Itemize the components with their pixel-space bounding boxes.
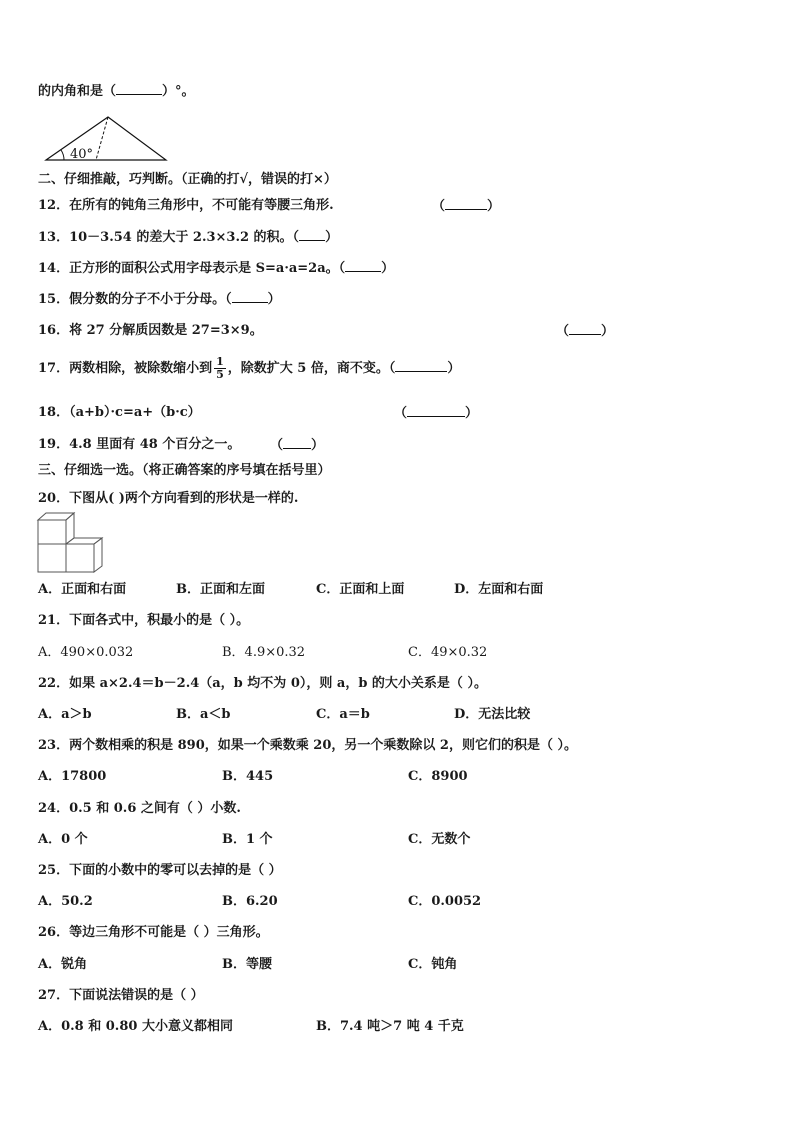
q25-number: 25． [38,863,70,878]
q25-option-a[interactable]: A．50.2 [38,894,93,909]
intro-line [38,82,195,101]
q14-number: 14． [38,261,70,276]
q23-option-c[interactable]: C．8900 [408,769,468,784]
section3-title: 三、仔细选一选。（将正确答案的序号填在括号里） [38,463,331,478]
q23-option-b[interactable]: B．445 [222,769,274,784]
q24-option-b[interactable]: B．1 个 [222,832,273,847]
q17-blank[interactable] [395,359,447,372]
question-15 [38,290,281,309]
question-25 [38,862,282,880]
question-17 [38,356,460,381]
q22-option-c[interactable]: C．a＝b [316,707,370,722]
question-16 [38,322,263,340]
question-19 [38,436,240,454]
q21-number: 21． [38,613,70,628]
q26-number: 26． [38,925,70,940]
q21-option-a[interactable]: A．490×0.032 [38,645,134,660]
section2-title: 二、仔细推敲，巧判断。（正确的打√，错误的打×） [38,172,337,187]
q19-text: 4.8 里面有 48 个百分之一。 [69,437,241,452]
q16-number: 16． [38,323,70,338]
q19-open: （ [270,438,284,453]
q16-answer [556,322,614,341]
question-23 [38,737,577,755]
q19-blank[interactable] [283,436,311,449]
q12-answer [432,197,500,216]
q18-text: （a+b）·c=a+（b·c） [69,405,201,420]
q25-option-b[interactable]: B．6.20 [222,894,278,909]
q13-number: 13． [38,230,70,245]
q26-option-c[interactable]: C．钝角 [408,957,458,972]
q27-number: 27． [38,988,70,1003]
question-20 [38,490,298,508]
q23-text: 两个数相乘的积是 890，如果一个乘数乘 20，另一个乘数除以 2，则它们的积是（ ）。 [69,738,577,753]
q17-text-b: ，除数扩大 5 倍，商不变。（ [227,361,396,376]
triangle-angle-label: 40° [70,147,94,162]
q19-answer [270,436,324,455]
q22-option-a[interactable]: A．a＞b [38,707,92,722]
q17-fraction [214,356,226,381]
q26-option-a[interactable]: A．锐角 [38,957,88,972]
question-26 [38,924,269,942]
q14-blank[interactable] [345,259,381,272]
q20-number: 20． [38,491,70,506]
question-24 [38,800,241,818]
q12-text: 在所有的钝角三角形中，不可能有等腰三角形. [69,198,334,213]
question-27 [38,987,204,1005]
q12-number: 12． [38,198,70,213]
q21-option-b[interactable]: B．4.9×0.32 [222,645,306,660]
question-12 [38,197,334,215]
q25-text: 下面的小数中的零可以去掉的是（ ） [69,863,282,878]
q25-option-c[interactable]: C．0.0052 [408,894,482,909]
q20-option-c[interactable]: C．正面和上面 [316,582,405,597]
q20-option-a[interactable]: A．正面和右面 [38,582,127,597]
q27-option-a[interactable]: A．0.8 和 0.80 大小意义都相同 [38,1019,233,1034]
q24-option-c[interactable]: C．无数个 [408,832,471,847]
q12-open: （ [432,199,446,214]
q21-option-c[interactable]: C．49×0.32 [408,645,488,660]
q22-number: 22． [38,676,70,691]
q27-text: 下面说法错误的是（ ） [69,988,204,1003]
q22-option-b[interactable]: B．a＜b [176,707,231,722]
intro-blank[interactable] [116,82,162,95]
q24-number: 24． [38,801,70,816]
q19-close: ） [311,438,325,453]
q17-text-a: 两数相除，被除数缩小到 [69,361,213,376]
q20-text: 下图从( )两个方向看到的形状是一样的. [69,491,299,506]
q24-text: 0.5 和 0.6 之间有（ ）小数. [69,801,241,816]
q16-close: ） [601,324,615,339]
q22-option-d[interactable]: D．无法比较 [454,707,531,722]
q20-option-d[interactable]: D．左面和右面 [454,582,544,597]
q17-fraction-numerator: 1 [216,355,224,368]
q12-blank[interactable] [445,197,487,210]
q18-open: （ [394,406,408,421]
q21-text: 下面各式中，积最小的是（ ）。 [69,613,250,628]
q16-blank[interactable] [569,322,601,335]
q26-text: 等边三角形不可能是（ ）三角形。 [69,925,269,940]
q13-close: ） [325,230,339,245]
q13-text: 10－3.54 的差大于 2.3×3.2 的积。（ [69,230,300,245]
q13-blank[interactable] [299,228,325,241]
cube-figure [36,510,110,576]
q15-close: ） [267,292,281,307]
q18-close: ） [465,406,479,421]
q18-blank[interactable] [407,404,465,417]
question-21 [38,612,249,630]
question-18 [38,404,201,422]
triangle-figure [40,112,170,164]
q17-fraction-denominator: 5 [216,368,224,381]
q16-open: （ [556,324,570,339]
q23-number: 23． [38,738,70,753]
q26-option-b[interactable]: B．等腰 [222,957,272,972]
question-13 [38,228,338,247]
q14-text: 正方形的面积公式用字母表示是 S=a·a=2a。（ [69,261,346,276]
q22-text: 如果 a×2.4＝b－2.4（a，b 均不为 0），则 a，b 的大小关系是（ ）。 [69,676,487,691]
q17-close: ） [447,361,461,376]
q18-answer [394,404,478,423]
q18-number: 18． [38,405,70,420]
intro-tail: ）°。 [162,84,195,99]
q27-option-b[interactable]: B．7.4 吨＞7 吨 4 千克 [316,1019,464,1034]
q14-close: ） [381,261,395,276]
question-22 [38,675,487,693]
q19-number: 19． [38,437,70,452]
q24-option-a[interactable]: A．0 个 [38,832,88,847]
q15-number: 15． [38,292,70,307]
q17-number: 17． [38,361,70,376]
q20-option-b[interactable]: B．正面和左面 [176,582,265,597]
question-14 [38,259,394,278]
q15-text: 假分数的分子不小于分母。（ [69,292,232,307]
q12-close: ） [487,199,501,214]
q23-option-a[interactable]: A．17800 [38,769,107,784]
q16-text: 将 27 分解质因数是 27=3×9。 [69,323,263,338]
q15-blank[interactable] [232,290,268,303]
intro-text: 的内角和是（ [38,84,117,99]
